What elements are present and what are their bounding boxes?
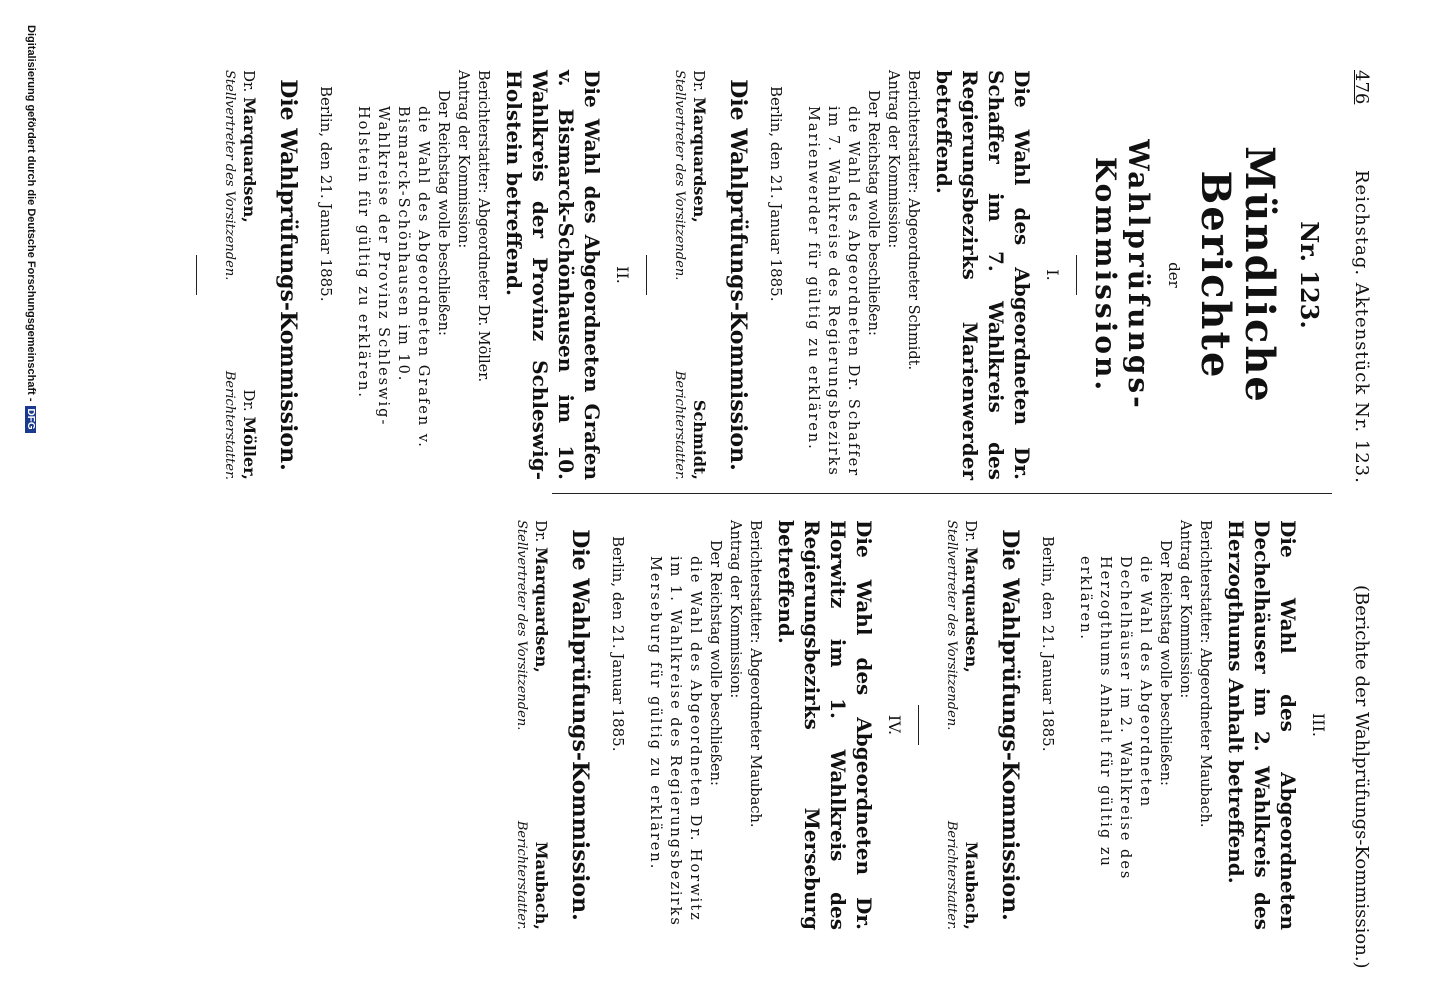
- motion-label: Antrag der Kommission:: [1177, 520, 1193, 699]
- resolution-label: Der Reichstag wolle beschließen:: [1157, 540, 1173, 786]
- rapporteur-line: Berichterstatter: Abgeordneter Maubach.: [747, 520, 763, 828]
- resolution-text: die Wahl des Abgeordneten Dr. Schaffer im 7. Wahlkreise des Regierungsbezirks Marienwerder für gültig zu erklären.: [805, 106, 861, 478]
- digitization-credit: [25, 25, 37, 433]
- signatory-title: Dr.: [690, 70, 708, 93]
- date-line: Berlin, den 21. Januar 1885.: [317, 86, 335, 302]
- signatory-role: Stellvertreter des Vorsitzenden.: [514, 520, 529, 731]
- document-title: Mündliche Berichte: [1192, 146, 1283, 404]
- section-number: II.: [613, 266, 632, 284]
- document-number: Nr. 123.: [1295, 221, 1324, 329]
- resolution-text: die Wahl des Abgeordneten Grafen v. Bismarck-Schönhausen im 10. Wahlkreise der Provinz Schleswig-Holstein für gültig zu erklären.: [355, 106, 431, 449]
- header-subtitle: (Berichte der Wahlprüfungs-Kommission.): [1351, 585, 1372, 969]
- dfg-logo: DFG: [25, 406, 36, 433]
- signatory-role: Stellvertreter des Vorsitzenden.: [672, 70, 687, 281]
- signature-block: [941, 520, 981, 930]
- column-divider: [552, 493, 1332, 494]
- resolution-label: Der Reichstag wolle beschließen:: [435, 90, 451, 336]
- date-line: Berlin, den 21. Januar 1885.: [767, 86, 785, 302]
- motion-label: Antrag der Kommission:: [885, 70, 901, 249]
- commission-title: Wahlprüfungs-Kommission.: [1089, 139, 1155, 411]
- resolution-text: die Wahl des Abgeordneten Dr. Horwitz im 1. Wahlkreise des Regierungsbezirks Merseburg für gültig zu erklären.: [647, 556, 703, 927]
- rapporteur-title: Dr.: [240, 389, 258, 412]
- signatory-title: Dr.: [962, 520, 980, 543]
- date-line: Berlin, den 21. Januar 1885.: [1039, 536, 1057, 752]
- signature-heading: Die Wahlprüfungs-Kommission.: [275, 79, 301, 471]
- resolution-label: Der Reichstag wolle beschließen:: [865, 90, 881, 336]
- rapporteur-role: Berichterstatter.: [514, 820, 529, 930]
- signatory-name: Marquardsen,: [240, 97, 259, 223]
- signature-heading: Die Wahlprüfungs-Kommission.: [725, 79, 751, 471]
- motion-label: Antrag der Kommission:: [455, 70, 471, 249]
- divider-rule: [646, 255, 647, 295]
- report-section: [511, 520, 904, 930]
- signature-block: [511, 520, 551, 930]
- section-number: I.: [1043, 269, 1062, 281]
- rapporteur-name: Schmidt,: [690, 399, 709, 480]
- motion-label: Antrag der Kommission:: [727, 520, 743, 699]
- divider-rule: [918, 705, 919, 745]
- signature-heading: Die Wahlprüfungs-Kommission.: [567, 529, 593, 921]
- rapporteur-line: Berichterstatter: Abgeordneter Schmidt.: [905, 70, 921, 371]
- section-number: IV.: [885, 714, 904, 736]
- right-column: [511, 520, 1332, 930]
- report-section: [219, 70, 632, 480]
- section-title: Die Wahl des Abgeordneten Dr. Horwitz im 1. Wahlkreis des Regierungsbezirks Merseburg betreffend.: [774, 520, 876, 930]
- divider-rule: [196, 255, 197, 295]
- section-title: Die Wahl des Abgeordneten Grafen v. Bismarck-Schönhausen im 10. Wahlkreis der Provinz Schleswig-Holstein betreffend.: [502, 70, 604, 480]
- signatory-name: Marquardsen,: [690, 97, 709, 223]
- report-section: [941, 520, 1328, 930]
- rapporteur-role: Berichterstatter.: [944, 820, 959, 930]
- signatory-name: Marquardsen,: [532, 547, 551, 673]
- rapporteur-name: Maubach,: [962, 841, 981, 930]
- rapporteur-role: Berichterstatter.: [222, 370, 237, 480]
- section-number: III.: [1309, 712, 1328, 738]
- divider-rule: [1076, 255, 1077, 295]
- section-title: Die Wahl des Abgeordneten Dechelhäuser im 2. Wahlkreis des Herzogthums Anhalt betreffend.: [1224, 520, 1300, 930]
- report-section: [669, 70, 1062, 480]
- signature-block: [669, 70, 709, 480]
- signatory-name: Marquardsen,: [962, 547, 981, 673]
- resolution-text: die Wahl des Abgeordneten Dechelhäuser im 2. Wahlkreise des Herzogthums Anhalt für gültig zu erklären.: [1077, 556, 1153, 881]
- rapporteur-name: Möller,: [240, 416, 259, 480]
- rapporteur-role: Berichterstatter.: [672, 370, 687, 480]
- signature-heading: Die Wahlprüfungs-Kommission.: [997, 529, 1023, 921]
- section-title: Die Wahl des Abgeordneten Dr. Schaffer im 7. Wahlkreis des Regierungsbezirks Marienwerder betreffend.: [932, 70, 1034, 480]
- header-title: Reichstag. Aktenstück Nr. 123.: [1351, 170, 1372, 484]
- signature-block: [219, 70, 259, 480]
- left-column: [184, 70, 1332, 480]
- signatory-title: Dr.: [240, 70, 258, 93]
- rapporteur-line: Berichterstatter: Abgeordneter Dr. Möller.: [475, 70, 491, 383]
- running-header: [1342, 70, 1372, 970]
- rapporteur-name: Maubach,: [532, 841, 551, 930]
- title-connector: der: [1165, 262, 1183, 288]
- resolution-label: Der Reichstag wolle beschließen:: [707, 540, 723, 786]
- signatory-title: Dr.: [532, 520, 550, 543]
- date-line: Berlin, den 21. Januar 1885.: [609, 536, 627, 752]
- rapporteur-line: Berichterstatter: Abgeordneter Maubach.: [1197, 520, 1213, 828]
- credit-text: Digitalisierung gefördert durch die Deutsche Forschungsgemeinschaft -: [25, 25, 37, 402]
- page-number: 476: [1351, 70, 1372, 105]
- signatory-role: Stellvertreter des Vorsitzenden.: [944, 520, 959, 731]
- signatory-role: Stellvertreter des Vorsitzenden.: [222, 70, 237, 281]
